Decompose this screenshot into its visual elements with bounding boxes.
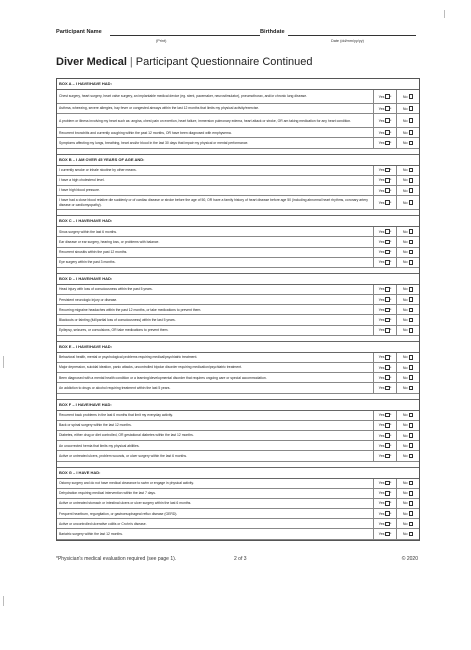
no-option[interactable] xyxy=(396,285,419,294)
question-text: Back or spinal surgery within the last 12 months. xyxy=(59,423,132,428)
question-row xyxy=(57,285,419,295)
yes-label: Yes xyxy=(378,94,385,99)
participant-header xyxy=(56,29,416,53)
no-checkbox[interactable] xyxy=(409,118,414,123)
yes-option[interactable] xyxy=(373,441,396,450)
yes-option[interactable] xyxy=(373,196,396,209)
no-label: No xyxy=(402,453,408,458)
physician-required-marker: * xyxy=(390,423,392,428)
yes-option[interactable] xyxy=(373,411,396,420)
yes-label: Yes xyxy=(378,328,385,333)
yes-option[interactable] xyxy=(373,114,396,127)
page-title xyxy=(56,56,313,68)
no-label: No xyxy=(402,385,408,390)
physician-required-marker: * xyxy=(390,229,392,234)
yes-label: Yes xyxy=(378,375,385,380)
no-label: No xyxy=(402,229,408,234)
question-text: Active or uncontrolled ulcerative colitis or Crohn's disease. xyxy=(59,521,147,526)
physician-required-marker: * xyxy=(390,318,392,323)
question-row xyxy=(57,176,419,186)
yes-label: Yes xyxy=(378,423,385,428)
yes-label: Yes xyxy=(378,443,385,448)
no-label: No xyxy=(402,355,408,360)
yes-label: Yes xyxy=(378,178,385,183)
yes-option[interactable] xyxy=(373,227,396,236)
no-option[interactable] xyxy=(396,353,419,362)
no-checkbox[interactable] xyxy=(409,443,414,448)
title-separator: | xyxy=(129,56,133,68)
no-option[interactable] xyxy=(396,363,419,372)
title-subtitle: Participant Questionnaire Continued xyxy=(135,56,313,68)
no-option[interactable] xyxy=(396,104,419,113)
physician-required-marker: * xyxy=(390,140,392,145)
yes-option[interactable] xyxy=(373,431,396,440)
yes-label: Yes xyxy=(378,140,385,145)
page-footer xyxy=(56,556,418,566)
no-label: No xyxy=(402,481,408,486)
no-option[interactable] xyxy=(396,451,419,460)
no-option[interactable] xyxy=(396,90,419,103)
no-option[interactable] xyxy=(396,431,419,440)
physician-required-marker: * xyxy=(390,297,392,302)
section-heading: BOX C – I HAVE/HAVE HAD: xyxy=(57,216,419,227)
question-row xyxy=(57,90,419,104)
yes-option[interactable] xyxy=(373,529,396,538)
no-checkbox[interactable] xyxy=(409,200,414,205)
margin-mark xyxy=(444,10,445,18)
no-label: No xyxy=(402,328,408,333)
question-row xyxy=(57,305,419,315)
physician-required-marker: * xyxy=(390,328,392,333)
yes-option[interactable] xyxy=(373,166,396,175)
question-text: Diabetes, either drug or diet controlled, OR gestational diabetes within the last 12 months. xyxy=(59,433,194,438)
question-row xyxy=(57,326,419,336)
physician-required-marker: * xyxy=(390,433,392,438)
section-heading: BOX E – I HAVE/HAVE HAD: xyxy=(57,342,419,353)
question-text: Symptoms affecting my lungs, breathing, heart and/or blood in the last 30 days that impair my physical or mental performance. xyxy=(59,140,249,145)
question-text: I have high blood pressure. xyxy=(59,188,100,193)
question-text: Bariatric surgery within the last 12 months. xyxy=(59,531,123,536)
no-checkbox[interactable] xyxy=(409,481,414,486)
yes-option[interactable] xyxy=(373,128,396,137)
physician-required-marker: * xyxy=(390,443,392,448)
question-row xyxy=(57,441,419,451)
no-option[interactable] xyxy=(396,305,419,314)
question-row xyxy=(57,353,419,363)
no-checkbox[interactable] xyxy=(409,532,414,537)
section-heading: BOX D – I HAVE/HAVE HAD: xyxy=(57,274,419,285)
question-row xyxy=(57,315,419,325)
questionnaire-form xyxy=(56,78,420,541)
yes-label: Yes xyxy=(378,481,385,486)
no-checkbox[interactable] xyxy=(409,308,414,313)
no-option[interactable] xyxy=(396,176,419,185)
physician-required-marker: * xyxy=(390,168,392,173)
yes-label: Yes xyxy=(378,297,385,302)
no-option[interactable] xyxy=(396,258,419,267)
yes-label: Yes xyxy=(378,521,385,526)
no-label: No xyxy=(402,532,408,537)
no-label: No xyxy=(402,521,408,526)
no-label: No xyxy=(402,307,408,312)
question-row xyxy=(57,166,419,176)
yes-label: Yes xyxy=(378,229,385,234)
no-label: No xyxy=(402,433,408,438)
no-option[interactable] xyxy=(396,479,419,488)
question-row xyxy=(57,128,419,138)
no-label: No xyxy=(402,365,408,370)
yes-label: Yes xyxy=(378,200,385,205)
question-text: Chest surgery, heart surgery, heart valve surgery, an implantable medical device (eg. stent, pacemaker, neurostimulator), pneumothorax, and/or chronic lung disease. xyxy=(59,94,308,99)
no-checkbox[interactable] xyxy=(409,260,414,265)
no-label: No xyxy=(402,260,408,265)
no-checkbox[interactable] xyxy=(409,501,414,506)
no-label: No xyxy=(402,188,408,193)
no-label: No xyxy=(402,297,408,302)
no-checkbox[interactable] xyxy=(409,178,414,183)
physician-required-marker: * xyxy=(390,250,392,255)
question-row xyxy=(57,411,419,421)
physician-required-marker: * xyxy=(390,178,392,183)
no-label: No xyxy=(402,443,408,448)
question-text: Major depression, suicidal ideation, panic attacks, uncontrolled bipolar disorder requiring medication/psychiatric treatment. xyxy=(59,365,243,370)
no-option[interactable] xyxy=(396,114,419,127)
yes-label: Yes xyxy=(378,239,385,244)
yes-label: Yes xyxy=(378,318,385,323)
no-label: No xyxy=(402,178,408,183)
question-row xyxy=(57,421,419,431)
question-row xyxy=(57,114,419,128)
physician-required-marker: * xyxy=(390,481,392,486)
yes-label: Yes xyxy=(378,287,385,292)
physician-required-marker: * xyxy=(390,453,392,458)
no-checkbox[interactable] xyxy=(409,130,414,135)
date-format-label: Date (dd/mm/yy/yy) xyxy=(331,39,364,43)
yes-label: Yes xyxy=(378,413,385,418)
no-label: No xyxy=(402,118,408,123)
physician-required-marker: * xyxy=(390,106,392,111)
physician-required-marker: * xyxy=(390,200,392,205)
question-text: Ear disease or ear surgery, hearing loss, or problems with balance. xyxy=(59,239,160,244)
question-row xyxy=(57,499,419,509)
no-option[interactable] xyxy=(396,441,419,450)
question-row xyxy=(57,227,419,237)
yes-option[interactable] xyxy=(373,305,396,314)
question-row xyxy=(57,431,419,441)
question-text: Recurring migraine headaches within the past 12 months, or take medications to prevent them. xyxy=(59,307,202,312)
yes-option[interactable] xyxy=(373,104,396,113)
no-label: No xyxy=(402,491,408,496)
margin-mark xyxy=(3,356,4,368)
no-option[interactable] xyxy=(396,373,419,382)
physician-required-marker: * xyxy=(390,521,392,526)
no-checkbox[interactable] xyxy=(409,355,414,360)
participant-name-label: Participant Name xyxy=(56,29,102,35)
yes-option[interactable] xyxy=(373,90,396,103)
section-heading: BOX F – I HAVE/HAVE HAD: xyxy=(57,400,419,411)
question-text: Frequent heartburn, regurgitation, or gastroesophageal reflux disease (GERD). xyxy=(59,511,178,516)
physician-required-marker: * xyxy=(390,375,392,380)
question-text: Asthma, wheezing, severe allergies, hay fever or congested airways within the last 12 months that limits my physical activity/exercise. xyxy=(59,106,260,111)
question-text: Recurrent bronchitis and currently coughing within the past 12 months, OR have been diagnosed with emphysema. xyxy=(59,130,232,135)
yes-label: Yes xyxy=(378,433,385,438)
yes-option[interactable] xyxy=(373,421,396,430)
question-row xyxy=(57,186,419,196)
physician-required-marker: * xyxy=(390,355,392,360)
no-checkbox[interactable] xyxy=(409,168,414,173)
physician-required-marker: * xyxy=(390,501,392,506)
physician-required-marker: * xyxy=(390,118,392,123)
question-row xyxy=(57,373,419,383)
no-option[interactable] xyxy=(396,509,419,518)
question-text: Been diagnosed with a mental health condition or a learning/developmental disorder that requires ongoing care or special accommodation. xyxy=(59,375,267,380)
yes-option[interactable] xyxy=(373,138,396,147)
question-text: An uncorrected hernia that limits my physical abilities. xyxy=(59,443,140,448)
no-option[interactable] xyxy=(396,248,419,257)
question-text: Dehydration requiring medical intervention within the last 7 days. xyxy=(59,491,156,496)
no-label: No xyxy=(402,239,408,244)
yes-option[interactable] xyxy=(373,315,396,324)
birthdate-label: Birthdate xyxy=(260,29,285,35)
section-heading: BOX B – I AM OVER 45 YEARS OF AGE AND: xyxy=(57,155,419,166)
question-row xyxy=(57,479,419,489)
question-text: Blackouts or fainting (full/partial loss of consciousness) within the last 5 years. xyxy=(59,317,176,322)
yes-label: Yes xyxy=(378,250,385,255)
no-label: No xyxy=(402,130,408,135)
yes-label: Yes xyxy=(378,511,385,516)
no-label: No xyxy=(402,106,408,111)
no-checkbox[interactable] xyxy=(409,240,414,245)
title-brand: Diver Medical xyxy=(56,56,127,68)
yes-option[interactable] xyxy=(373,176,396,185)
question-text: I have a high cholesterol level. xyxy=(59,178,105,183)
no-option[interactable] xyxy=(396,411,419,420)
yes-label: Yes xyxy=(378,491,385,496)
physician-required-marker: * xyxy=(390,413,392,418)
section-heading: BOX A – I HAVE/HAVE HAD: xyxy=(57,79,419,90)
question-text: I have had a close blood relative die suddenly or of cardiac disease or stroke before the age of 50, OR have a family history of heart disease before age 50 (including abnormal heart rhythms, coronary artery disease or cardiomyopathy). xyxy=(59,198,368,207)
question-text: Recurrent back problems in the last 6 months that limit my everyday activity. xyxy=(59,413,173,418)
yes-option[interactable] xyxy=(373,509,396,518)
question-text: Persistent neurologic injury or disease. xyxy=(59,297,118,302)
no-checkbox[interactable] xyxy=(409,413,414,418)
no-option[interactable] xyxy=(396,529,419,538)
yes-label: Yes xyxy=(378,385,385,390)
no-checkbox[interactable] xyxy=(409,229,414,234)
yes-label: Yes xyxy=(378,307,385,312)
no-checkbox[interactable] xyxy=(409,365,414,370)
yes-option[interactable] xyxy=(373,489,396,498)
yes-option[interactable] xyxy=(373,373,396,382)
physician-required-marker: * xyxy=(390,239,392,244)
no-label: No xyxy=(402,140,408,145)
participant-name-line[interactable] xyxy=(110,35,260,36)
physician-required-marker: * xyxy=(390,94,392,99)
yes-option[interactable] xyxy=(373,363,396,372)
yes-option[interactable] xyxy=(373,519,396,528)
question-row xyxy=(57,104,419,114)
physician-required-marker: * xyxy=(390,307,392,312)
no-checkbox[interactable] xyxy=(409,433,414,438)
question-text: Active or untreated stomach or intestinal ulcers or ulcer surgery within the last 6 months. xyxy=(59,501,192,506)
no-checkbox[interactable] xyxy=(409,423,414,428)
question-text: Sinus surgery within the last 6 months. xyxy=(59,229,118,234)
question-row xyxy=(57,237,419,247)
physician-required-marker: * xyxy=(390,287,392,292)
no-option[interactable] xyxy=(396,227,419,236)
no-label: No xyxy=(402,423,408,428)
yes-label: Yes xyxy=(378,130,385,135)
no-checkbox[interactable] xyxy=(409,94,414,99)
physician-note: *Physician's medical evaluation required (see page 1). xyxy=(56,556,177,562)
no-option[interactable] xyxy=(396,326,419,335)
question-row xyxy=(57,248,419,258)
no-option[interactable] xyxy=(396,383,419,392)
no-label: No xyxy=(402,168,408,173)
no-label: No xyxy=(402,287,408,292)
print-label: (Print) xyxy=(156,39,167,43)
question-text: An addiction to drugs or alcohol requiring treatment within the last 5 years. xyxy=(59,385,171,390)
no-checkbox[interactable] xyxy=(409,386,414,391)
no-label: No xyxy=(402,318,408,323)
no-checkbox[interactable] xyxy=(409,287,414,292)
question-row xyxy=(57,196,419,210)
yes-option[interactable] xyxy=(373,237,396,246)
physician-required-marker: * xyxy=(390,130,392,135)
no-checkbox[interactable] xyxy=(409,106,414,111)
birthdate-line[interactable] xyxy=(288,35,416,36)
yes-label: Yes xyxy=(378,453,385,458)
no-label: No xyxy=(402,413,408,418)
yes-option[interactable] xyxy=(373,285,396,294)
question-text: Active or untreated ulcers, problem wounds, or ulcer surgery within the last 6 months. xyxy=(59,453,187,458)
physician-required-marker: * xyxy=(390,491,392,496)
yes-label: Yes xyxy=(378,106,385,111)
question-row xyxy=(57,258,419,268)
yes-option[interactable] xyxy=(373,353,396,362)
no-label: No xyxy=(402,511,408,516)
no-label: No xyxy=(402,94,408,99)
yes-label: Yes xyxy=(378,501,385,506)
yes-option[interactable] xyxy=(373,499,396,508)
question-text: Head injury with loss of consciousness within the past 5 years. xyxy=(59,287,153,292)
physician-required-marker: * xyxy=(390,532,392,537)
physician-required-marker: * xyxy=(390,365,392,370)
no-option[interactable] xyxy=(396,519,419,528)
question-text: Ostomy surgery and do not have medical clearance to swim or engage in physical activity. xyxy=(59,480,194,485)
yes-label: Yes xyxy=(378,168,385,173)
no-option[interactable] xyxy=(396,237,419,246)
physician-required-marker: * xyxy=(390,260,392,265)
yes-option[interactable] xyxy=(373,248,396,257)
section-heading: BOX G – I HAVE HAD: xyxy=(57,468,419,479)
yes-label: Yes xyxy=(378,355,385,360)
yes-label: Yes xyxy=(378,118,385,123)
yes-option[interactable] xyxy=(373,326,396,335)
no-checkbox[interactable] xyxy=(409,250,414,255)
yes-option[interactable] xyxy=(373,451,396,460)
yes-option[interactable] xyxy=(373,258,396,267)
margin-mark xyxy=(3,596,4,606)
physician-required-marker: * xyxy=(390,511,392,516)
question-row xyxy=(57,529,419,539)
question-row xyxy=(57,295,419,305)
question-text: Epilepsy, seizures, or convulsions, OR take medications to prevent them. xyxy=(59,328,169,333)
no-label: No xyxy=(402,250,408,255)
copyright: © 2020 xyxy=(401,556,418,562)
no-label: No xyxy=(402,501,408,506)
no-option[interactable] xyxy=(396,499,419,508)
no-checkbox[interactable] xyxy=(409,318,414,323)
question-row xyxy=(57,383,419,393)
question-text: A problem or illness involving my heart such as: angina, chest pain on exertion, heart failure, immersion pulmonary edema, heart attack or stroke, OR am taking medication for any heart condition. xyxy=(59,118,352,123)
yes-label: Yes xyxy=(378,260,385,265)
no-option[interactable] xyxy=(396,128,419,137)
yes-option[interactable] xyxy=(373,186,396,195)
no-option[interactable] xyxy=(396,138,419,147)
no-option[interactable] xyxy=(396,196,419,209)
yes-option[interactable] xyxy=(373,295,396,304)
page-number: 2 of 3 xyxy=(234,556,247,562)
question-row xyxy=(57,138,419,148)
yes-label: Yes xyxy=(378,532,385,537)
question-row xyxy=(57,519,419,529)
no-checkbox[interactable] xyxy=(409,141,414,146)
question-text: I currently smoke or inhale nicotine by other means. xyxy=(59,168,137,173)
question-row xyxy=(57,489,419,499)
yes-option[interactable] xyxy=(373,383,396,392)
no-checkbox[interactable] xyxy=(409,522,414,527)
yes-option[interactable] xyxy=(373,479,396,488)
no-option[interactable] xyxy=(396,166,419,175)
question-row xyxy=(57,363,419,373)
no-checkbox[interactable] xyxy=(409,375,414,380)
no-option[interactable] xyxy=(396,489,419,498)
question-text: Eye surgery within the past 3 months. xyxy=(59,260,116,265)
no-checkbox[interactable] xyxy=(409,328,414,333)
physician-required-marker: * xyxy=(390,385,392,390)
no-option[interactable] xyxy=(396,295,419,304)
question-row xyxy=(57,509,419,519)
no-option[interactable] xyxy=(396,186,419,195)
yes-label: Yes xyxy=(378,365,385,370)
no-checkbox[interactable] xyxy=(409,511,414,516)
no-checkbox[interactable] xyxy=(409,454,414,459)
no-label: No xyxy=(402,375,408,380)
physician-required-marker: * xyxy=(390,188,392,193)
no-checkbox[interactable] xyxy=(409,297,414,302)
question-text: Recurrent sinusitis within the past 12 months. xyxy=(59,249,128,254)
question-row xyxy=(57,451,419,461)
question-text: Behavioral health, mental or psychological problems requiring medical/psychiatric treatment. xyxy=(59,355,198,360)
no-checkbox[interactable] xyxy=(409,188,414,193)
no-label: No xyxy=(402,200,408,205)
no-checkbox[interactable] xyxy=(409,491,414,496)
no-option[interactable] xyxy=(396,421,419,430)
yes-label: Yes xyxy=(378,188,385,193)
no-option[interactable] xyxy=(396,315,419,324)
